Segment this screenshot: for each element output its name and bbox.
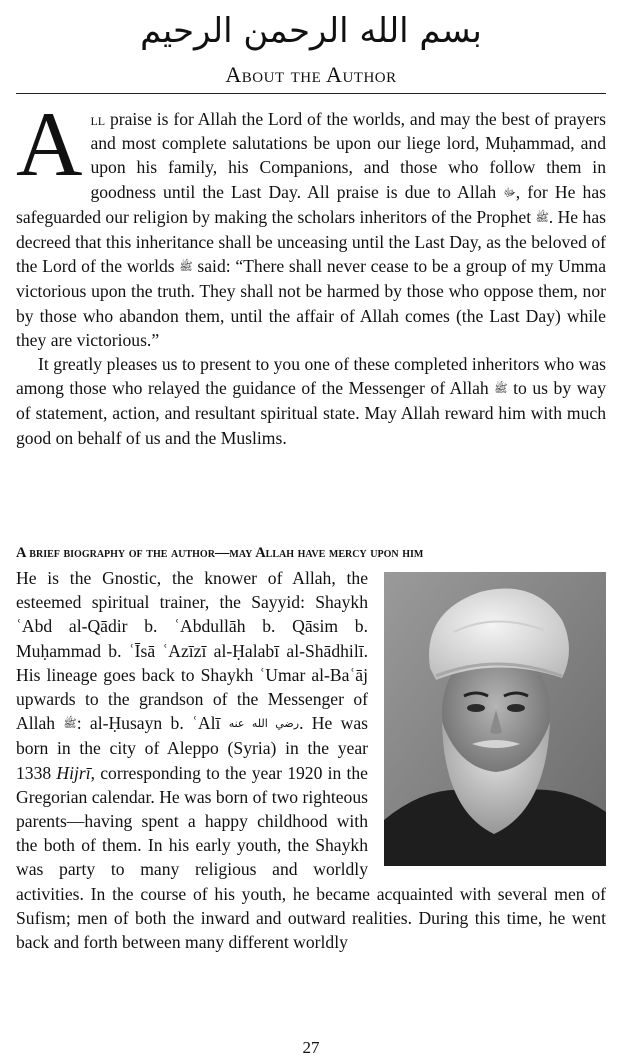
intro-text-d: said: “There shall never cease to be a group of my Umma victorious upon the truth. They shall not be harmed by those who oppose them, nor by those who abandon them, until the affair of Allah comes (the Last Day) while they are victorious.”: [16, 256, 606, 350]
honorific-prophet: ﷺ: [179, 260, 193, 274]
author-portrait: [384, 572, 606, 866]
intro-text-e: It greatly pleases us to present to you one of these completed inheritors who was among those who relayed the guidance of the Messenger of Allah: [16, 354, 606, 399]
bio-text-b: : al-Ḥusayn b. ʿAlī: [76, 713, 229, 734]
title-rule: [16, 93, 606, 94]
intro-text-a: praise is for Allah the Lord of the worlds, and may the best of prayers and most complete salutations be upon our liege lord, Muḥammad, and upon his family, his Companions, and those who follow them in goodness until the Last Day. All praise is due to Allah: [90, 109, 606, 202]
biography-section: [16, 566, 606, 954]
biography-heading: A brief biography of the author—may Allah have mercy upon him: [16, 545, 424, 561]
honorific-prophet: ﷺ: [535, 210, 549, 224]
lead-small-caps: ll: [90, 109, 106, 129]
page-title: About the Author: [225, 62, 397, 87]
intro-text-c: . He has decreed that this inheritance shall be unceasing until the Last Day, as the beloved of the Lord of the worlds: [16, 206, 606, 277]
drop-cap: A: [16, 93, 83, 195]
intro-paragraph-1: [16, 93, 606, 352]
hijri-term: Hijrī: [56, 762, 91, 783]
intro-section: [16, 93, 607, 450]
honorific-companion: رضي الله عنه: [228, 717, 300, 731]
intro-text-b: , for He has safeguarded our religion by making the scholars inheritors of the Prophet: [16, 181, 606, 227]
intro-text-f: to us by way of statement, action, and resultant spiritual state. May Allah reward him with much good on behalf of us and the Muslims.: [16, 378, 607, 448]
bio-text-d: , corresponding to the year 1920 in the Gregorian calendar. He was born of two righteous parents—having spent a happy childhood with the both of them. In his early youth, the Shaykh was party to many religious and worldly activities. In the course of his youth, he became acquainted with several men of Sufism; men of both the inward and outward realities. During this time, he went back and forth between many different worldly: [16, 762, 606, 953]
honorific-prophet: ﷺ: [494, 382, 508, 396]
honorific-prophet: ﷺ: [63, 717, 77, 731]
book-page: [16, 0, 606, 1063]
bio-text-c: . He was born in the city of Aleppo (Syria) in the year 1338: [16, 713, 368, 783]
bismillah-calligraphy: بسم الله الرحمن الرحيم: [140, 11, 482, 51]
intro-paragraph-2: [16, 352, 606, 450]
honorific-allah: ﷻ: [503, 185, 516, 199]
bio-text-a: He is the Gnostic, the knower of Allah, the esteemed spiritual trainer, the Sayyid: Shaykh ʿAbd al-Qādir b. ʿAbdullāh b. Qāsim b. Muḥammad b. ʿĪsā ʿAzīzī al-Ḥalabī al-Shādhilī. His lineage goes back to Shaykh ʿUmar al-Baʿāj upwards to the grandson of the Messenger of Allah: [16, 568, 368, 734]
page-number: 27: [302, 1038, 320, 1057]
